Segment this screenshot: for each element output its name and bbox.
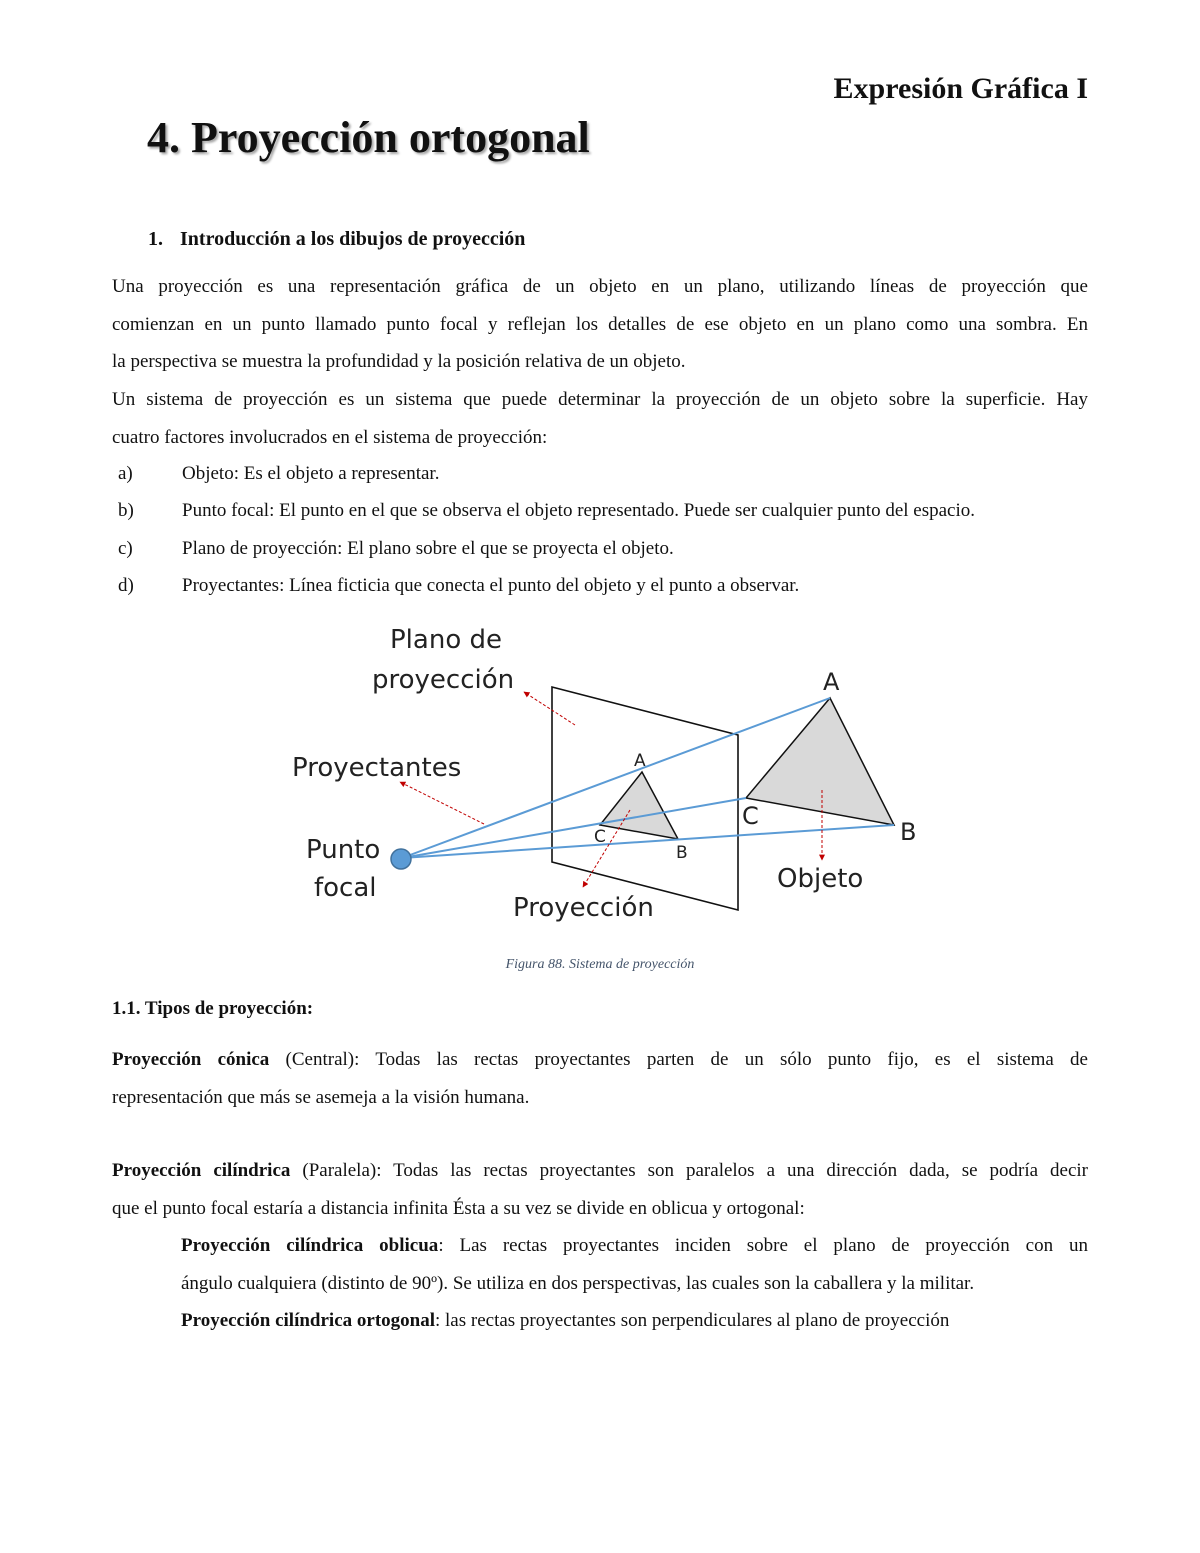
ortogonal-paragraph [181, 1302, 1088, 1340]
list-text: Punto focal: El punto en el que se observa el objeto representado. Puede ser cualquier punto del espacio. [182, 500, 975, 522]
label-focal-1: Punto [306, 835, 381, 865]
system-line: cuatro factores involucrados en el sistema de proyección: [112, 426, 548, 448]
ortogonal-text: : las rectas proyectantes son perpendiculares al plano de proyección [435, 1310, 950, 1331]
intro-paragraph [112, 268, 1088, 381]
list-item [118, 492, 1088, 529]
label-object: Objeto [777, 864, 864, 894]
intro-line: Una proyección es una representación gráfica de un objeto en un plano, utilizando líneas de proyección que [112, 276, 1088, 297]
oblicua-text: : Las rectas proyectantes inciden sobre el plano de proyección con un [438, 1235, 1088, 1256]
oblicua-line [181, 1227, 1088, 1265]
ortogonal-term: Proyección cilíndrica ortogonal [181, 1310, 435, 1331]
conica-text: (Central): Todas las rectas proyectantes parten de un sólo punto fijo, es el sistema de [269, 1049, 1088, 1070]
list-text: Plano de proyección: El plano sobre el que se proyecta el objeto. [182, 537, 674, 559]
conica-paragraph [112, 1041, 1088, 1116]
list-item [118, 530, 1088, 567]
object-triangle [746, 698, 894, 825]
list-text: Objeto: Es el objeto a representar. [182, 463, 440, 484]
cilindrica-paragraph [112, 1152, 1088, 1227]
list-marker: a) [118, 463, 133, 484]
plane-arrow [524, 692, 575, 725]
vertex-b-big: B [900, 818, 917, 846]
projected-triangle [600, 772, 678, 839]
figure-caption: Figura 88. Sistema de proyección [505, 957, 695, 972]
list-marker: b) [118, 500, 134, 522]
system-line: Un sistema de proyección es un sistema que puede determinar la proyección de un objeto sobre la superficie. Hay [112, 389, 1088, 410]
vertex-b-small: B [676, 843, 688, 863]
projector-line [402, 798, 746, 858]
cilindrica-line: que el punto focal estaría a distancia infinita Ésta a su vez se divide en oblicua y ortogonal: [112, 1197, 805, 1219]
conica-term: Proyección cónica [112, 1049, 270, 1070]
cilindrica-line [112, 1152, 1088, 1190]
list-marker: c) [118, 537, 133, 559]
vertex-a-big: A [823, 668, 840, 696]
subsection-heading: 1.1. Tipos de proyección: [112, 998, 314, 1019]
conica-line: representación que más se asemeja a la visión humana. [112, 1086, 530, 1108]
oblicua-line: ángulo cualquiera (distinto de 90º). Se utiliza en dos perspectivas, las cuales son la caballera y la militar. [181, 1272, 975, 1294]
label-focal-2: focal [314, 873, 377, 903]
label-projectors: Proyectantes [292, 753, 462, 783]
cilindrica-term: Proyección cilíndrica [112, 1160, 291, 1181]
section-heading [148, 228, 525, 251]
system-paragraph [112, 381, 1088, 456]
vertex-c-small: C [594, 827, 606, 847]
intro-line: comienzan en un punto llamado punto focal y reflejan los detalles de ese objeto en un plano como una sombra. En [112, 313, 1088, 335]
oblicua-paragraph [181, 1227, 1088, 1302]
oblicua-term: Proyección cilíndrica oblicua [181, 1235, 439, 1256]
projection-diagram [280, 610, 940, 930]
factors-list [118, 455, 1088, 605]
ortogonal-line [181, 1302, 1088, 1340]
course-header: Expresión Gráfica I [833, 72, 1088, 105]
vertex-a-small: A [634, 751, 646, 771]
projectors-arrow [400, 782, 484, 824]
section-heading-text: Introducción a los dibujos de proyección [180, 228, 526, 250]
list-marker: d) [118, 575, 134, 597]
label-plane-2: proyección [372, 665, 515, 695]
conica-line [112, 1041, 1088, 1079]
list-item [118, 455, 1088, 492]
label-plane-1: Plano de [390, 625, 502, 655]
list-text: Proyectantes: Línea ficticia que conecta el punto del objeto y el punto a observar. [182, 575, 800, 597]
list-item [118, 567, 1088, 604]
label-projection: Proyección [513, 893, 654, 923]
intro-line: la perspectiva se muestra la profundidad y la posición relativa de un objeto. [112, 351, 686, 373]
focal-point [391, 849, 411, 869]
vertex-c-big: C [742, 802, 759, 830]
page-title: 4. Proyección ortogonal [147, 113, 590, 162]
section-number: 1. [148, 228, 163, 250]
cilindrica-text: (Paralela): Todas las rectas proyectantes son paralelos a una dirección dada, se podría decir [290, 1160, 1089, 1181]
